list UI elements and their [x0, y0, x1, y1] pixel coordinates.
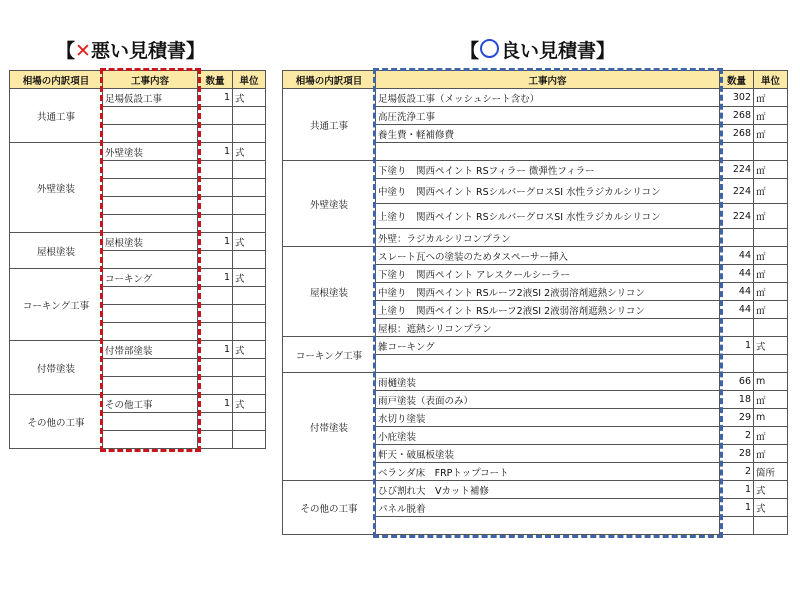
work-cell: 中塗り 関西ペイント RSシルバーグロスSI 水性ラジカルシリコン	[376, 179, 720, 204]
good-header-row	[283, 71, 788, 89]
work-cell: 下塗り 関西ペイント アレスクールシーラー	[376, 265, 720, 283]
work-cell: 足場仮設工事	[103, 89, 198, 107]
work-cell	[103, 197, 198, 215]
quantity-cell	[720, 517, 754, 535]
work-cell	[103, 161, 198, 179]
work-cell: 雨樋塗装	[376, 373, 720, 391]
unit-cell: ㎡	[754, 247, 788, 265]
unit-cell: ㎡	[754, 427, 788, 445]
quantity-cell: 1	[198, 233, 233, 251]
unit-cell: 式	[754, 337, 788, 355]
table-row	[283, 247, 788, 265]
work-cell	[376, 143, 720, 161]
table-row	[283, 89, 788, 107]
table-row	[10, 269, 266, 287]
work-cell: 屋根塗装	[103, 233, 198, 251]
quantity-cell: 1	[720, 499, 754, 517]
bad-estimate-title	[56, 36, 205, 63]
unit-cell	[233, 287, 266, 305]
bad-estimate-table	[9, 70, 266, 449]
unit-cell: 式	[754, 481, 788, 499]
quantity-cell	[198, 431, 233, 449]
good-header-qty: 数量	[720, 71, 754, 89]
work-cell: 軒天・破風板塗装	[376, 445, 720, 463]
work-cell: コーキング	[103, 269, 198, 287]
quantity-cell	[198, 359, 233, 377]
unit-cell: 式	[233, 395, 266, 413]
unit-cell: 式	[233, 269, 266, 287]
quantity-cell	[198, 251, 233, 269]
unit-cell	[233, 305, 266, 323]
work-cell	[103, 431, 198, 449]
work-cell: 中塗り 関西ペイント RSルーフ2液SI 2液弱溶剤遮熱シリコン	[376, 283, 720, 301]
unit-cell: ㎡	[754, 204, 788, 229]
category-cell: その他の工事	[10, 395, 103, 449]
unit-cell: ㎡	[754, 107, 788, 125]
quantity-cell	[720, 355, 754, 373]
unit-cell	[233, 359, 266, 377]
unit-cell: ㎡	[754, 301, 788, 319]
bad-header-work: 工事内容	[103, 71, 198, 89]
quantity-cell	[198, 179, 233, 197]
work-cell	[103, 215, 198, 233]
table-row	[283, 373, 788, 391]
good-header-unit: 単位	[754, 71, 788, 89]
quantity-cell: 224	[720, 204, 754, 229]
unit-cell	[233, 251, 266, 269]
unit-cell	[233, 215, 266, 233]
quantity-cell: 44	[720, 301, 754, 319]
quantity-cell	[198, 161, 233, 179]
good-title-text: 良い見積書】	[501, 40, 616, 62]
bad-header-unit: 単位	[233, 71, 266, 89]
quantity-cell: 1	[198, 89, 233, 107]
unit-cell	[754, 229, 788, 247]
quantity-cell: 2	[720, 463, 754, 481]
unit-cell	[754, 319, 788, 337]
table-row	[10, 395, 266, 413]
unit-cell: 式	[233, 89, 266, 107]
category-cell: 共通工事	[10, 89, 103, 143]
quantity-cell: 66	[720, 373, 754, 391]
work-cell	[376, 517, 720, 535]
bad-title-bracket: 【	[56, 40, 76, 62]
quantity-cell: 1	[720, 337, 754, 355]
work-cell: ひび割れ大 Vカット補修	[376, 481, 720, 499]
unit-cell: ㎡	[754, 391, 788, 409]
table-row	[283, 161, 788, 179]
unit-cell: m	[754, 409, 788, 427]
work-cell: その他工事	[103, 395, 198, 413]
work-cell	[103, 179, 198, 197]
work-cell	[103, 377, 198, 395]
category-cell: コーキング工事	[283, 337, 376, 373]
quantity-cell	[198, 305, 233, 323]
unit-cell	[233, 197, 266, 215]
work-cell	[103, 305, 198, 323]
unit-cell	[233, 323, 266, 341]
unit-cell	[233, 377, 266, 395]
unit-cell: 式	[233, 143, 266, 161]
unit-cell: ㎡	[754, 179, 788, 204]
quantity-cell	[720, 143, 754, 161]
unit-cell: 箇所	[754, 463, 788, 481]
category-cell: 付帯塗装	[10, 341, 103, 395]
category-cell: その他の工事	[283, 481, 376, 535]
quantity-cell	[198, 107, 233, 125]
work-cell	[103, 251, 198, 269]
unit-cell: ㎡	[754, 89, 788, 107]
quantity-cell: 28	[720, 445, 754, 463]
unit-cell	[754, 143, 788, 161]
bad-header-category: 相場の内訳項目	[10, 71, 103, 89]
category-cell: 屋根塗装	[10, 233, 103, 269]
work-cell	[103, 107, 198, 125]
quantity-cell: 1	[198, 269, 233, 287]
work-cell: 養生費・軽補修費	[376, 125, 720, 143]
table-row	[10, 233, 266, 251]
category-cell: 外壁塗装	[10, 143, 103, 233]
table-row	[283, 481, 788, 499]
work-cell: 上塗り 関西ペイント RSシルバーグロスSI 水性ラジカルシリコン	[376, 204, 720, 229]
work-cell: 外壁：ラジカルシリコンプラン	[376, 229, 720, 247]
unit-cell	[233, 107, 266, 125]
unit-cell	[233, 179, 266, 197]
circle-icon	[480, 39, 499, 58]
work-cell: 雑コーキング	[376, 337, 720, 355]
quantity-cell: 2	[720, 427, 754, 445]
unit-cell	[233, 431, 266, 449]
work-cell	[103, 125, 198, 143]
bad-header-qty: 数量	[198, 71, 233, 89]
bad-header-row	[10, 71, 266, 89]
quantity-cell	[720, 229, 754, 247]
work-cell: 付帯部塗装	[103, 341, 198, 359]
work-cell: パネル脱着	[376, 499, 720, 517]
quantity-cell: 268	[720, 125, 754, 143]
quantity-cell	[198, 125, 233, 143]
work-cell: 下塗り 関西ペイント RSフィラー 微弾性フィラー	[376, 161, 720, 179]
unit-cell: 式	[233, 233, 266, 251]
table-row	[10, 143, 266, 161]
work-cell: 外壁塗装	[103, 143, 198, 161]
quantity-cell	[198, 215, 233, 233]
work-cell	[103, 287, 198, 305]
quantity-cell: 18	[720, 391, 754, 409]
category-cell: コーキング工事	[10, 269, 103, 341]
quantity-cell: 44	[720, 247, 754, 265]
unit-cell: 式	[233, 341, 266, 359]
quantity-cell: 268	[720, 107, 754, 125]
unit-cell: ㎡	[754, 125, 788, 143]
quantity-cell: 1	[198, 143, 233, 161]
good-title-bracket: 【	[460, 40, 480, 62]
work-cell	[103, 359, 198, 377]
unit-cell: ㎡	[754, 283, 788, 301]
table-row	[10, 89, 266, 107]
work-cell	[103, 413, 198, 431]
quantity-cell: 1	[720, 481, 754, 499]
category-cell: 付帯塗装	[283, 373, 376, 481]
work-cell: ベランダ床 FRPトップコート	[376, 463, 720, 481]
unit-cell	[233, 161, 266, 179]
good-header-work: 工事内容	[376, 71, 720, 89]
work-cell: 屋根：遮熱シリコンプラン	[376, 319, 720, 337]
quantity-cell	[720, 319, 754, 337]
unit-cell: 式	[754, 499, 788, 517]
quantity-cell	[198, 377, 233, 395]
work-cell	[376, 355, 720, 373]
category-cell: 屋根塗装	[283, 247, 376, 337]
bad-title-text: 悪い見積書】	[90, 40, 205, 62]
unit-cell: ㎡	[754, 161, 788, 179]
unit-cell	[233, 125, 266, 143]
cross-icon: ✕	[75, 40, 91, 62]
work-cell: 上塗り 関西ペイント RSルーフ2液SI 2液弱溶剤遮熱シリコン	[376, 301, 720, 319]
quantity-cell: 224	[720, 179, 754, 204]
quantity-cell	[198, 413, 233, 431]
work-cell: 小庇塗装	[376, 427, 720, 445]
unit-cell: ㎡	[754, 265, 788, 283]
quantity-cell	[198, 287, 233, 305]
quantity-cell: 1	[198, 341, 233, 359]
work-cell: 足場仮設工事（メッシュシート含む）	[376, 89, 720, 107]
work-cell	[103, 323, 198, 341]
quantity-cell: 224	[720, 161, 754, 179]
quantity-cell: 29	[720, 409, 754, 427]
unit-cell	[233, 413, 266, 431]
good-estimate-table	[282, 70, 788, 535]
table-row	[10, 341, 266, 359]
category-cell: 外壁塗装	[283, 161, 376, 247]
quantity-cell: 44	[720, 265, 754, 283]
quantity-cell: 302	[720, 89, 754, 107]
good-header-category: 相場の内訳項目	[283, 71, 376, 89]
unit-cell: ㎡	[754, 445, 788, 463]
unit-cell	[754, 355, 788, 373]
work-cell: 雨戸塗装（表面のみ）	[376, 391, 720, 409]
table-row	[283, 337, 788, 355]
work-cell: 高圧洗浄工事	[376, 107, 720, 125]
unit-cell: m	[754, 373, 788, 391]
quantity-cell	[198, 197, 233, 215]
good-estimate-title	[460, 36, 615, 63]
unit-cell	[754, 517, 788, 535]
category-cell: 共通工事	[283, 89, 376, 161]
quantity-cell: 44	[720, 283, 754, 301]
quantity-cell: 1	[198, 395, 233, 413]
quantity-cell	[198, 323, 233, 341]
work-cell: スレート瓦への塗装のためタスペーサー挿入	[376, 247, 720, 265]
work-cell: 水切り塗装	[376, 409, 720, 427]
